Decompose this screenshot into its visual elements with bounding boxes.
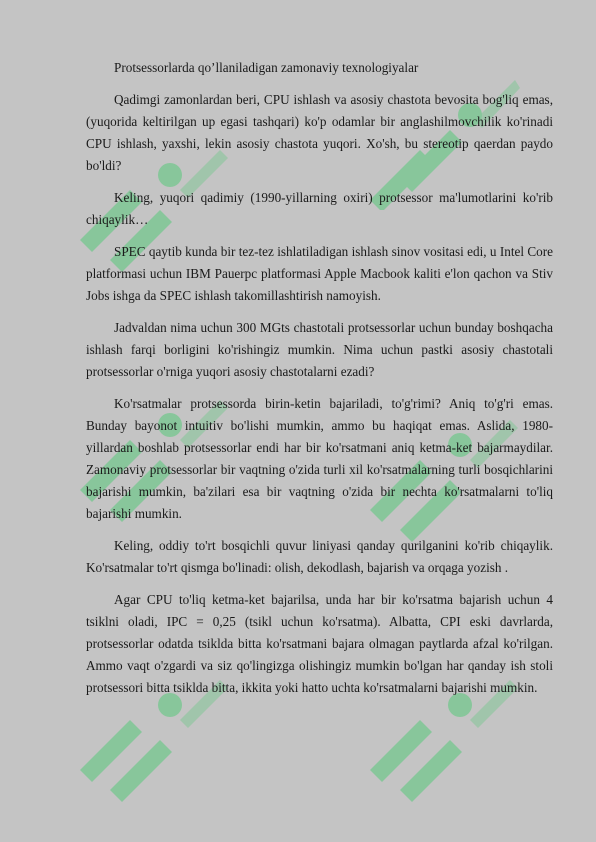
paragraph: Keling, yuqori qadimiy (1990-yillarning oxiri) protsessor ma'lumotlarini ko'rib chiqaylik…: [86, 190, 553, 227]
paragraph: Ko'rsatmalar protsessorda birin-ketin bajariladi, to'g'rimi? Aniq to'g'ri emas. Bunday bayonot intuitiv bo'lishi mumkin, ammo bu haqiqat emas. Aslida, 1980-yillardan boshlab protsessorlar endi har bir ko'rsatmani aniq ketma-ket bajarmaydilar. Zamonaviy protsessorlar bir vaqtning o'zida turli xil ko'rsatmalarning turli bosqichlarini bajarishi mumkin, ba'zilari esa bir vaqtning o'zida bir nechta ko'rsatmalarni to'liq bajarishi mumkin.: [86, 396, 553, 521]
document-body: [86, 57, 553, 709]
document-title: Protsessorlarda qo’llaniladigan zamonaviy texnologiyalar: [114, 60, 419, 75]
paragraph: Keling, oddiy to'rt bosqichli quvur liniyasi qanday qurilganini ko'rib chiqaylik. Ko'rsatmalar to'rt qismga bo'linadi: olish, dekodlash, bajarish va orqaga yozish .: [86, 538, 553, 575]
paragraph: Qadimgi zamonlardan beri, CPU ishlash va asosiy chastota bevosita bog'liq emas, (yuqorida keltirilgan up egasi tashqari) ko'p odamlar bir anglashilmovchilik ko'rinadi CPU ishlash, yaxshi, lekin asosiy chastota yuqori. Xo'sh, bu stereotip qaerdan paydo bo'ldi?: [86, 92, 553, 173]
paragraph: Jadvaldan nima uchun 300 MGts chastotali protsessorlar uchun bunday boshqacha ishlash farqi borligini ko'rishingiz mumkin. Nima uchun pastki asosiy chastotali protsessorlar o'rniga yuqori asosiy chastotalarni ezadi?: [86, 320, 553, 379]
paragraph: SPEC qaytib kunda bir tez-tez ishlatiladigan ishlash sinov vositasi edi, u Intel Core platformasi uchun IBM Pauerpc platformasi Apple Macbook kaliti e'lon qachon va Stiv Jobs ishga da SPEC ishlash takomillashtirish namoyish.: [86, 244, 553, 303]
paragraph: Agar CPU to'liq ketma-ket bajarilsa, unda har bir ko'rsatma bajarish uchun 4 tsiklni oladi, IPC = 0,25 (tsikl uchun ko'rsatma). Albatta, CPI eski davrlarda, protsessorlar odatda tsiklda bitta ko'rsatmani bajara olmagan paytlarda afzal ko'rilgan. Ammo vaqt o'zgardi va siz qo'lingizga olishingiz mumkin bo'lgan har qanday ish stoli protsessori bitta tsiklda bitta, ikkita yoki hatto uchta ko'rsatmalarni bajarishi mumkin.: [86, 592, 553, 695]
